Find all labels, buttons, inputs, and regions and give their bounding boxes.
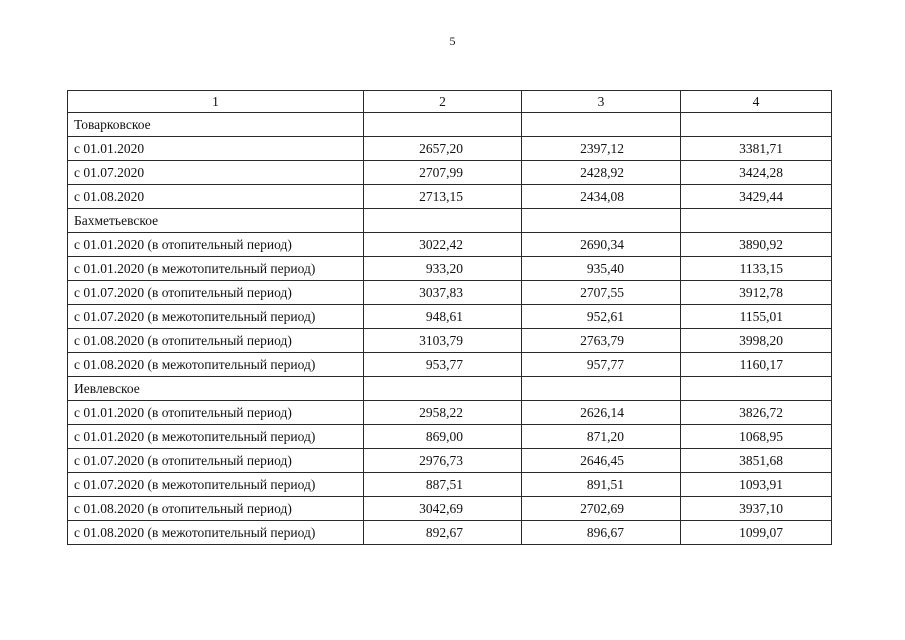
section-name: Бахметьевское [68,209,364,233]
table-row [68,161,832,185]
value-cell-col-3: 2707,55 [522,281,681,305]
value-cell-col-4: 1160,17 [681,353,832,377]
empty-cell [681,377,832,401]
row-label: с 01.01.2020 (в межотопительный период) [68,425,364,449]
value-cell-col-4: 3890,92 [681,233,832,257]
value-cell-col-2: 3042,69 [364,497,522,521]
row-label: с 01.01.2020 (в межотопительный период) [68,257,364,281]
empty-cell [522,209,681,233]
row-label: с 01.01.2020 [68,137,364,161]
value-cell-col-3: 957,77 [522,353,681,377]
value-cell-col-3: 2626,14 [522,401,681,425]
table-row [68,305,832,329]
value-cell-col-2: 887,51 [364,473,522,497]
value-cell-col-3: 2763,79 [522,329,681,353]
row-label: с 01.07.2020 (в межотопительный период) [68,305,364,329]
table-row [68,425,832,449]
value-cell-col-2: 2657,20 [364,137,522,161]
row-label: с 01.07.2020 (в отопительный период) [68,281,364,305]
value-cell-col-4: 3381,71 [681,137,832,161]
value-cell-col-2: 869,00 [364,425,522,449]
section-name: Товарковское [68,113,364,137]
value-cell-col-4: 3826,72 [681,401,832,425]
table-row [68,185,832,209]
column-header: 1 [68,91,364,113]
value-cell-col-4: 1068,95 [681,425,832,449]
empty-cell [681,209,832,233]
table-header-row [68,91,832,113]
value-cell-col-2: 3022,42 [364,233,522,257]
section-row [68,113,832,137]
column-header: 2 [364,91,522,113]
value-cell-col-2: 2707,99 [364,161,522,185]
empty-cell [522,377,681,401]
value-cell-col-2: 3037,83 [364,281,522,305]
value-cell-col-4: 1155,01 [681,305,832,329]
page-number: 5 [449,34,456,48]
table-row [68,401,832,425]
empty-cell [522,113,681,137]
table-row [68,473,832,497]
value-cell-col-2: 2958,22 [364,401,522,425]
row-label: с 01.07.2020 [68,161,364,185]
value-cell-col-4: 1099,07 [681,521,832,545]
table-row [68,281,832,305]
tariff-table [67,90,832,545]
row-label: с 01.01.2020 (в отопительный период) [68,401,364,425]
value-cell-col-3: 891,51 [522,473,681,497]
value-cell-col-4: 3912,78 [681,281,832,305]
table-row [68,521,832,545]
value-cell-col-4: 1133,15 [681,257,832,281]
value-cell-col-3: 2434,08 [522,185,681,209]
value-cell-col-3: 935,40 [522,257,681,281]
value-cell-col-4: 3424,28 [681,161,832,185]
value-cell-col-2: 892,67 [364,521,522,545]
value-cell-col-2: 2976,73 [364,449,522,473]
value-cell-col-3: 2690,34 [522,233,681,257]
value-cell-col-3: 2428,92 [522,161,681,185]
section-name: Иевлевское [68,377,364,401]
value-cell-col-2: 948,61 [364,305,522,329]
column-header: 4 [681,91,832,113]
value-cell-col-2: 3103,79 [364,329,522,353]
value-cell-col-2: 953,77 [364,353,522,377]
row-label: с 01.07.2020 (в межотопительный период) [68,473,364,497]
value-cell-col-3: 952,61 [522,305,681,329]
column-header: 3 [522,91,681,113]
value-cell-col-3: 2702,69 [522,497,681,521]
row-label: с 01.08.2020 (в отопительный период) [68,497,364,521]
empty-cell [681,113,832,137]
value-cell-col-4: 3998,20 [681,329,832,353]
empty-cell [364,113,522,137]
value-cell-col-3: 871,20 [522,425,681,449]
row-label: с 01.01.2020 (в отопительный период) [68,233,364,257]
empty-cell [364,377,522,401]
section-row [68,209,832,233]
value-cell-col-4: 1093,91 [681,473,832,497]
table-row [68,329,832,353]
row-label: с 01.07.2020 (в отопительный период) [68,449,364,473]
table-row [68,449,832,473]
value-cell-col-2: 933,20 [364,257,522,281]
section-row [68,377,832,401]
value-cell-col-3: 896,67 [522,521,681,545]
value-cell-col-4: 3937,10 [681,497,832,521]
table-row [68,233,832,257]
row-label: с 01.08.2020 (в межотопительный период) [68,521,364,545]
table-row [68,353,832,377]
table-row [68,137,832,161]
value-cell-col-3: 2646,45 [522,449,681,473]
value-cell-col-4: 3429,44 [681,185,832,209]
value-cell-col-4: 3851,68 [681,449,832,473]
value-cell-col-2: 2713,15 [364,185,522,209]
row-label: с 01.08.2020 [68,185,364,209]
row-label: с 01.08.2020 (в отопительный период) [68,329,364,353]
row-label: с 01.08.2020 (в межотопительный период) [68,353,364,377]
value-cell-col-3: 2397,12 [522,137,681,161]
table-row [68,257,832,281]
table-row [68,497,832,521]
empty-cell [364,209,522,233]
